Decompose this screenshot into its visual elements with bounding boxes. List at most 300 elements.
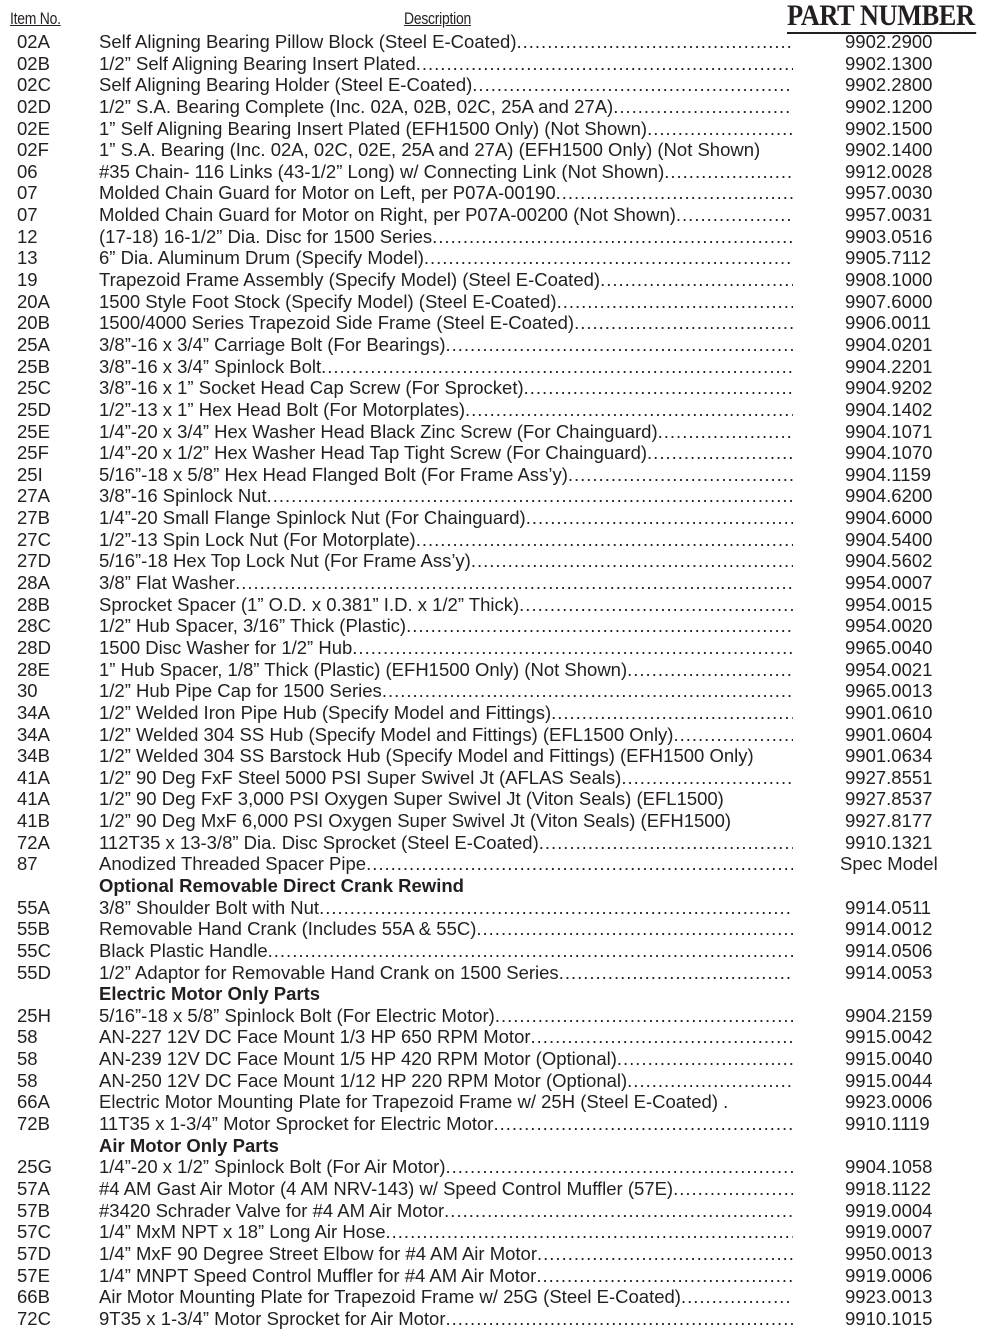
- description-text: Self Aligning Bearing Holder (Steel E-Coated): [99, 74, 473, 96]
- part-number: 9904.1058: [845, 1156, 933, 1178]
- parts-list-row: [0, 745, 985, 767]
- description-cell: [99, 464, 793, 486]
- description-text: Air Motor Mounting Plate for Trapezoid Frame w/ 25G (Steel E-Coated): [99, 1286, 681, 1308]
- description-text: 5/16”-18 Hex Top Lock Nut (For Frame Ass’y): [99, 550, 471, 572]
- description-cell: [99, 962, 793, 984]
- description-header: Description: [404, 9, 472, 28]
- part-number: 9904.9202: [845, 377, 933, 399]
- part-number: 9902.1200: [845, 95, 933, 117]
- part-number: 9902.1400: [845, 139, 933, 161]
- part-number: 9914.0506: [845, 939, 933, 961]
- item-number: 07: [17, 182, 38, 204]
- dot-leader: [519, 594, 793, 616]
- dot-leader: [416, 53, 793, 75]
- part-number: 9904.1402: [845, 398, 933, 420]
- dot-leader: [600, 269, 793, 291]
- description-cell: [99, 269, 793, 291]
- description-text: 1/4”-20 x 1/2” Hex Washer Head Tap Tight Screw (For Chainguard): [99, 442, 648, 464]
- description-cell: [99, 615, 793, 637]
- part-number: 9954.0021: [845, 658, 933, 680]
- part-number: 9965.0040: [845, 636, 933, 658]
- part-number-header: PART NUMBER: [787, 0, 975, 32]
- parts-list-row: [0, 1178, 985, 1200]
- part-number: 9914.0012: [845, 918, 933, 940]
- part-number: 9904.5602: [845, 550, 933, 572]
- description-text: (17-18) 16-1/2” Dia. Disc for 1500 Series: [99, 225, 433, 247]
- description-text: Molded Chain Guard for Motor on Left, per P07A-00190: [99, 182, 556, 204]
- parts-list-row: [0, 442, 985, 464]
- part-number: 9912.0028: [845, 160, 933, 182]
- dot-leader: [352, 637, 793, 659]
- description-text: #35 Chain- 116 Links (43-1/2” Long) w/ Connecting Link (Not Shown): [99, 160, 665, 182]
- dot-leader: [621, 767, 793, 789]
- part-number: 9927.8177: [845, 810, 933, 832]
- part-number: 9950.0013: [845, 1242, 933, 1264]
- parts-list-row: [0, 1243, 985, 1265]
- part-number: 9927.8537: [845, 788, 933, 810]
- part-number: 9965.0013: [845, 680, 933, 702]
- parts-list-row: [0, 659, 985, 681]
- part-number: 9919.0007: [845, 1221, 933, 1243]
- item-number: 02D: [17, 95, 51, 117]
- dot-leader: [444, 1200, 793, 1222]
- dot-leader: [673, 1178, 793, 1200]
- description-cell: [99, 247, 793, 269]
- parts-list-row: [0, 897, 985, 919]
- item-number: 30: [17, 680, 38, 702]
- part-number: 9919.0004: [845, 1199, 933, 1221]
- description-cell: [99, 702, 793, 724]
- description-cell: [99, 442, 793, 464]
- item-number: 87: [17, 853, 38, 875]
- description-cell: [99, 810, 793, 832]
- description-text: 1500 Style Foot Stock (Specify Model) (Steel E-Coated): [99, 290, 557, 312]
- item-number: 25B: [17, 355, 50, 377]
- item-number: 28D: [17, 636, 51, 658]
- description-text: Trapezoid Frame Assembly (Specify Model) (Steel E-Coated): [99, 269, 601, 291]
- dot-leader: [524, 377, 793, 399]
- item-number: 02F: [17, 139, 49, 161]
- description-text: 1” S.A. Bearing (Inc. 02A, 02C, 02E, 25A and 27A) (EFH1500 Only) (Not Shown): [99, 139, 761, 161]
- part-number: 9923.0006: [845, 1091, 933, 1113]
- part-number: 9919.0006: [845, 1264, 933, 1286]
- description-text: Black Plastic Handle: [99, 939, 268, 961]
- item-number: 28E: [17, 658, 50, 680]
- part-number: 9904.5400: [845, 528, 933, 550]
- dot-leader: [537, 1243, 793, 1265]
- dot-leader: [465, 399, 793, 421]
- part-number: 9954.0015: [845, 593, 933, 615]
- parts-list-row: [0, 269, 985, 291]
- item-number: 57C: [17, 1221, 51, 1243]
- description-text: 3/8” Flat Washer: [99, 572, 236, 594]
- description-cell: [99, 940, 793, 962]
- item-number: 25D: [17, 398, 51, 420]
- item-number: 25H: [17, 1004, 51, 1026]
- description-text: #4 AM Gast Air Motor (4 AM NRV-143) w/ Speed Control Muffler (57E): [99, 1177, 674, 1199]
- item-no-header: Item No.: [10, 9, 61, 28]
- description-text: 1/2”-13 Spin Lock Nut (For Motorplate): [99, 528, 416, 550]
- description-text: 1/4”-20 Small Flange Spinlock Nut (For Chainguard): [99, 507, 526, 529]
- item-number: 55B: [17, 918, 50, 940]
- description-text: 1/4” MxF 90 Degree Street Elbow for #4 AM Air Motor: [99, 1242, 538, 1264]
- dot-leader: [681, 1286, 793, 1308]
- dot-leader: [627, 659, 793, 681]
- part-number: 9904.6000: [845, 507, 933, 529]
- description-cell: [99, 53, 793, 75]
- parts-list-row: [0, 1265, 985, 1287]
- description-text: 5/16”-18 x 5/8” Hex Head Flanged Bolt (For Frame Ass’y): [99, 463, 568, 485]
- part-number: 9904.0201: [845, 333, 933, 355]
- item-number: 02C: [17, 74, 51, 96]
- dot-leader: [471, 550, 793, 572]
- dot-leader: [658, 421, 793, 443]
- dot-leader: [424, 247, 793, 269]
- item-number: 41A: [17, 766, 50, 788]
- parts-list-row: [0, 853, 985, 875]
- parts-list-row: [0, 507, 985, 529]
- parts-list-row: [0, 421, 985, 443]
- parts-list-row: [0, 1026, 985, 1048]
- parts-list-row: [0, 182, 985, 204]
- parts-list-row: [0, 1070, 985, 1092]
- parts-list-row: [0, 572, 985, 594]
- dot-leader: [557, 291, 793, 313]
- parts-list-row: [0, 637, 985, 659]
- description-cell: [99, 1070, 793, 1092]
- item-number: 20B: [17, 312, 50, 334]
- description-cell: [99, 182, 793, 204]
- description-cell: [99, 875, 793, 897]
- parts-list-row: [0, 118, 985, 140]
- description-cell: [99, 1005, 793, 1027]
- dot-leader: [406, 615, 793, 637]
- description-text: Optional Removable Direct Crank Rewind: [99, 874, 464, 896]
- item-number: 12: [17, 225, 38, 247]
- description-text: 1/2” Welded Iron Pipe Hub (Specify Model and Fittings): [99, 701, 552, 723]
- part-number: 9910.1321: [845, 831, 933, 853]
- part-number: 9915.0040: [845, 1048, 933, 1070]
- description-text: 1/2” Hub Spacer, 3/16” Thick (Plastic): [99, 615, 407, 637]
- description-cell: [99, 745, 793, 767]
- description-cell: [99, 1091, 793, 1113]
- item-number: 57B: [17, 1199, 50, 1221]
- description-text: 1/2” 90 Deg FxF 3,000 PSI Oxygen Super Swivel Jt (Viton Seals) (EFL1500): [99, 788, 724, 810]
- part-number: 9902.2800: [845, 74, 933, 96]
- parts-list-row: [0, 550, 985, 572]
- dot-leader: [647, 442, 793, 464]
- section-heading-row: [0, 983, 985, 1005]
- description-cell: [99, 1265, 793, 1287]
- dot-leader: [386, 1221, 793, 1243]
- description-cell: [99, 1221, 793, 1243]
- description-text: Anodized Threaded Spacer Pipe: [99, 853, 367, 875]
- description-cell: [99, 1243, 793, 1265]
- parts-list-row: [0, 226, 985, 248]
- part-number: 9905.7112: [845, 247, 932, 269]
- item-number: 28C: [17, 615, 51, 637]
- item-number: 57A: [17, 1177, 50, 1199]
- parts-list-row: [0, 312, 985, 334]
- part-number: 9954.0007: [845, 572, 933, 594]
- description-cell: [99, 1178, 793, 1200]
- parts-list-row: [0, 464, 985, 486]
- dot-leader: [556, 182, 793, 204]
- description-text: 1/2” S.A. Bearing Complete (Inc. 02A, 02B, 02C, 25A and 27A): [99, 95, 614, 117]
- description-cell: [99, 399, 793, 421]
- description-cell: [99, 1156, 793, 1178]
- parts-list-row: [0, 1200, 985, 1222]
- description-cell: [99, 204, 793, 226]
- description-text: 1/2” 90 Deg FxF Steel 5000 PSI Super Swivel Jt (AFLAS Seals): [99, 766, 622, 788]
- item-number: 28B: [17, 593, 50, 615]
- parts-list-row: [0, 356, 985, 378]
- description-cell: [99, 1026, 793, 1048]
- item-number: 57E: [17, 1264, 50, 1286]
- description-text: Sprocket Spacer (1” O.D. x 0.381” I.D. x 1/2” Thick): [99, 593, 520, 615]
- parts-list-row: [0, 702, 985, 724]
- parts-list-row: [0, 940, 985, 962]
- parts-list-row: [0, 485, 985, 507]
- dot-leader: [531, 1026, 793, 1048]
- part-number: 9907.6000: [845, 290, 933, 312]
- part-number: 9904.1071: [845, 420, 933, 442]
- description-cell: [99, 356, 793, 378]
- description-text: 9T35 x 1-3/4” Motor Sprocket for Air Motor: [99, 1307, 446, 1329]
- item-number: 25G: [17, 1156, 52, 1178]
- part-number: 9914.0053: [845, 961, 933, 983]
- parts-list-row: [0, 962, 985, 984]
- parts-list-row: [0, 1005, 985, 1027]
- parts-list-row: [0, 1048, 985, 1070]
- parts-list-row: [0, 399, 985, 421]
- description-cell: [99, 550, 793, 572]
- part-number: 9927.8551: [845, 766, 933, 788]
- dot-leader: [539, 832, 793, 854]
- description-text: 3/8”-16 Spinlock Nut: [99, 485, 267, 507]
- item-number: 28A: [17, 572, 50, 594]
- part-number: 9957.0031: [845, 204, 933, 226]
- parts-list-row: [0, 724, 985, 746]
- parts-list-row: [0, 247, 985, 269]
- description-text: 1/2” Hub Pipe Cap for 1500 Series: [99, 680, 382, 702]
- description-text: 3/8”-16 x 1” Socket Head Cap Screw (For Sprocket): [99, 377, 524, 399]
- item-number: 41A: [17, 788, 50, 810]
- parts-list-row: [0, 680, 985, 702]
- part-number: 9915.0042: [845, 1026, 933, 1048]
- part-number: 9902.1500: [845, 117, 933, 139]
- dot-leader: [366, 853, 793, 875]
- item-number: 27A: [17, 485, 50, 507]
- description-text: 3/8”-16 x 3/4” Spinlock Bolt: [99, 355, 322, 377]
- description-cell: [99, 659, 793, 681]
- dot-leader: [267, 485, 793, 507]
- item-number: 72B: [17, 1113, 50, 1135]
- dot-leader: [673, 724, 793, 746]
- item-number: 27C: [17, 528, 51, 550]
- description-text: 1500/4000 Series Trapezoid Side Frame (Steel E-Coated): [99, 312, 575, 334]
- item-number: 58: [17, 1026, 38, 1048]
- parts-list-row: [0, 918, 985, 940]
- description-cell: [99, 334, 793, 356]
- description-cell: [99, 1048, 793, 1070]
- description-text: 11T35 x 1-3/4” Motor Sprocket for Electric Motor: [99, 1113, 494, 1135]
- parts-list-row: [0, 788, 985, 810]
- section-heading-row: [0, 1135, 985, 1157]
- description-text: Electric Motor Mounting Plate for Trapezoid Frame w/ 25H (Steel E-Coated) .: [99, 1091, 729, 1113]
- description-cell: [99, 291, 793, 313]
- description-cell: [99, 96, 793, 118]
- section-heading-row: [0, 875, 985, 897]
- description-cell: [99, 788, 793, 810]
- parts-list-row: [0, 53, 985, 75]
- description-cell: [99, 853, 793, 875]
- description-cell: [99, 139, 793, 161]
- description-cell: [99, 724, 793, 746]
- dot-leader: [574, 312, 793, 334]
- description-text: 1/2” Self Aligning Bearing Insert Plated: [99, 52, 416, 74]
- parts-list-row: [0, 615, 985, 637]
- item-number: 34B: [17, 745, 50, 767]
- parts-list-row: [0, 1308, 985, 1330]
- dot-leader: [446, 334, 794, 356]
- description-cell: [99, 74, 793, 96]
- item-number: 55D: [17, 961, 51, 983]
- description-cell: [99, 226, 793, 248]
- part-number: 9906.0011: [845, 312, 932, 334]
- part-number: 9904.1159: [845, 463, 932, 485]
- dot-leader: [321, 356, 793, 378]
- part-number: 9901.0634: [845, 745, 933, 767]
- parts-list-row: [0, 529, 985, 551]
- dot-leader: [416, 529, 793, 551]
- description-text: #3420 Schrader Valve for #4 AM Air Motor: [99, 1199, 445, 1221]
- item-number: 55C: [17, 939, 51, 961]
- description-text: Air Motor Only Parts: [99, 1134, 279, 1156]
- parts-list-row: [0, 291, 985, 313]
- dot-leader: [493, 1113, 793, 1135]
- item-number: 58: [17, 1048, 38, 1070]
- description-text: 1/2” 90 Deg MxF 6,000 PSI Oxygen Super Swivel Jt (Viton Seals) (EFH1500): [99, 810, 732, 832]
- dot-leader: [647, 118, 793, 140]
- description-cell: [99, 572, 793, 594]
- dot-leader: [517, 31, 794, 53]
- item-number: 66A: [17, 1091, 50, 1113]
- part-number: 9918.1122: [845, 1177, 932, 1199]
- item-number: 07: [17, 204, 38, 226]
- description-cell: [99, 1113, 793, 1135]
- part-number: 9904.1070: [845, 442, 933, 464]
- parts-list-row: [0, 1221, 985, 1243]
- item-number: 58: [17, 1069, 38, 1091]
- description-cell: [99, 529, 793, 551]
- description-cell: [99, 897, 793, 919]
- part-number: 9957.0030: [845, 182, 933, 204]
- item-number: 34A: [17, 723, 50, 745]
- description-text: AN-250 12V DC Face Mount 1/12 HP 220 RPM Motor (Optional): [99, 1069, 628, 1091]
- description-text: 3/8” Shoulder Bolt with Nut: [99, 896, 320, 918]
- parts-list: [0, 31, 985, 1329]
- description-cell: [99, 1308, 793, 1330]
- description-cell: [99, 1200, 793, 1222]
- parts-list-row: [0, 767, 985, 789]
- parts-list-row: [0, 31, 985, 53]
- parts-list-row: [0, 1156, 985, 1178]
- item-number: 72A: [17, 831, 50, 853]
- description-text: 1/4”-20 x 1/2” Spinlock Bolt (For Air Motor): [99, 1156, 446, 1178]
- parts-list-row: [0, 1091, 985, 1113]
- description-cell: [99, 421, 793, 443]
- description-text: AN-239 12V DC Face Mount 1/5 HP 420 RPM Motor (Optional): [99, 1048, 617, 1070]
- part-number: 9903.0516: [845, 225, 933, 247]
- item-number: 57D: [17, 1242, 51, 1264]
- description-cell: [99, 637, 793, 659]
- dot-leader: [268, 940, 793, 962]
- item-number: 25E: [17, 420, 50, 442]
- parts-list-row: [0, 832, 985, 854]
- description-text: Electric Motor Only Parts: [99, 983, 321, 1005]
- item-number: 02E: [17, 117, 50, 139]
- parts-list-row: [0, 334, 985, 356]
- parts-list-row: [0, 1113, 985, 1135]
- description-cell: [99, 118, 793, 140]
- item-number: 06: [17, 160, 38, 182]
- part-number: Spec Model: [840, 853, 938, 875]
- parts-list-row: [0, 1286, 985, 1308]
- description-cell: [99, 767, 793, 789]
- description-text: 1/4” MxM NPT x 18” Long Air Hose: [99, 1221, 386, 1243]
- dot-leader: [446, 1308, 794, 1330]
- item-number: 25C: [17, 377, 51, 399]
- description-cell: [99, 1135, 793, 1157]
- description-cell: [99, 1286, 793, 1308]
- description-text: 1/4” MNPT Speed Control Muffler for #4 AM Air Motor: [99, 1264, 537, 1286]
- description-text: 1/2” Welded 304 SS Hub (Specify Model and Fittings) (EFL1500 Only): [99, 723, 674, 745]
- item-number: 27B: [17, 507, 50, 529]
- item-number: 25I: [17, 463, 43, 485]
- description-cell: [99, 594, 793, 616]
- description-text: 6” Dia. Aluminum Drum (Specify Model): [99, 247, 424, 269]
- part-number: 9901.0610: [845, 701, 933, 723]
- item-number: 02A: [17, 31, 50, 52]
- dot-leader: [495, 1005, 793, 1027]
- description-cell: [99, 983, 793, 1005]
- description-cell: [99, 832, 793, 854]
- dot-leader: [526, 507, 793, 529]
- item-number: 34A: [17, 701, 50, 723]
- part-number: 9904.6200: [845, 485, 933, 507]
- description-cell: [99, 161, 793, 183]
- parts-list-row: [0, 377, 985, 399]
- description-text: 1/2” Welded 304 SS Barstock Hub (Specify Model and Fittings) (EFH1500 Only): [99, 745, 754, 767]
- parts-list-row: [0, 96, 985, 118]
- dot-leader: [559, 962, 793, 984]
- description-cell: [99, 485, 793, 507]
- part-number: 9904.2159: [845, 1004, 933, 1026]
- dot-leader: [568, 464, 793, 486]
- part-number: 9954.0020: [845, 615, 933, 637]
- item-number: 55A: [17, 896, 50, 918]
- item-number: 02B: [17, 52, 50, 74]
- dot-leader: [627, 1070, 793, 1092]
- item-number: 25F: [17, 442, 49, 464]
- dot-leader: [664, 161, 793, 183]
- description-cell: [99, 918, 793, 940]
- description-text: 1/2”-13 x 1” Hex Head Bolt (For Motorplates): [99, 398, 466, 420]
- description-cell: [99, 31, 793, 53]
- dot-leader: [235, 572, 793, 594]
- dot-leader: [613, 96, 793, 118]
